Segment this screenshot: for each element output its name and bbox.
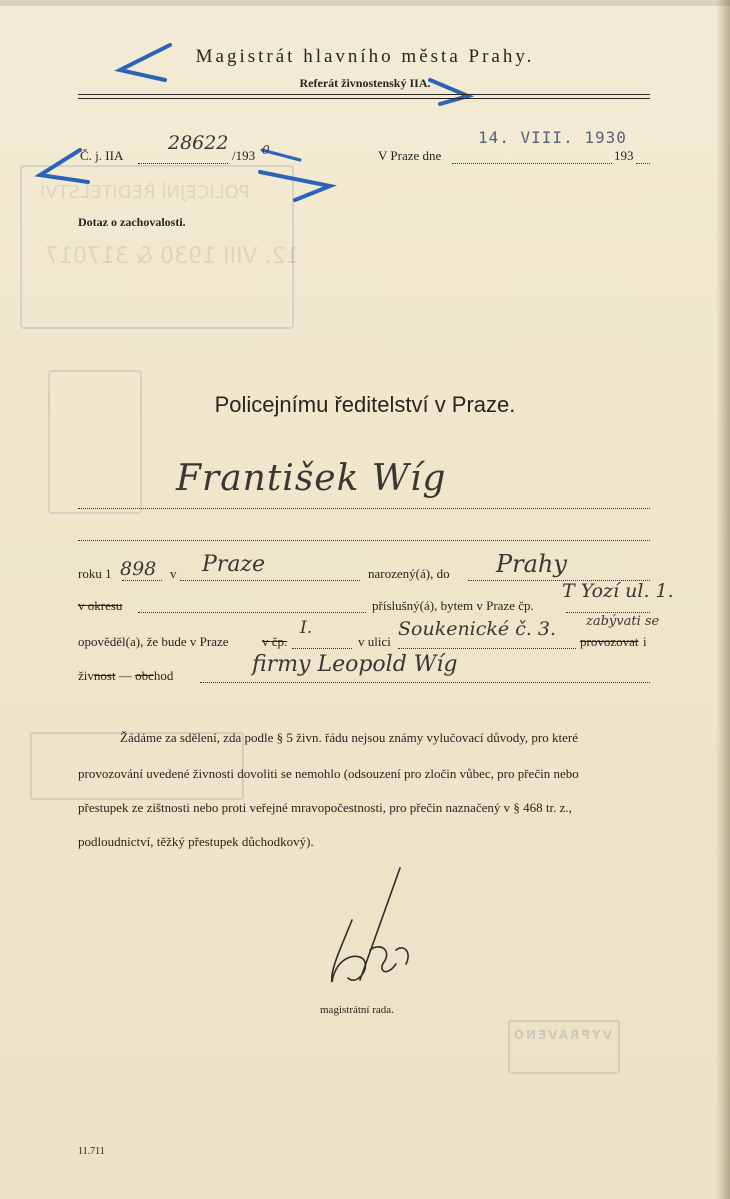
date-year-dots [636,163,650,164]
trade-dots [200,682,650,683]
cp-label-struck: v čp. [262,634,288,649]
date-dotted-line [452,163,612,164]
name-line-1 [78,508,650,509]
street-handwritten: Soukenické č. 3. [398,618,557,640]
residence-dots [566,612,650,613]
birth-year-dots [122,580,162,581]
ghost-text: POLICEJNÍ ŘEDITELSTVÍ [40,182,250,203]
birth-place-handwritten: Praze [202,552,266,577]
body-line-4: podloudnictví, těžký přestupek důchodkový). [78,834,314,849]
year-prefix: /193 [232,148,256,163]
born-label: narozený(á), do [368,566,450,581]
form-number: 11.711 [78,1146,105,1157]
applicant-name-handwritten: František Wíg [176,458,447,499]
provozovati-note-handwritten: zabývati se [586,614,660,629]
trade-ob-struck: obc [135,668,154,683]
residence-label: příslušný(á), bytem v Praze čp. [372,598,534,613]
birth-year-handwritten: 898 [120,558,157,580]
subject-line: Dotaz o zachovalosti. [78,215,186,229]
date-label: V Praze dne [378,148,442,163]
reported-label: opověděl(a), že bude v Praze [78,634,229,649]
body-line-3: přestupek ze zištnosti nebo proti veřejné mravopočestnosti, pro přečin naznačený v § 468 tr. z., [78,800,572,815]
birth-place-dots [180,580,360,581]
trade-dash: — [118,668,132,683]
provozovati-end: i [643,634,647,649]
district-dots [138,612,366,613]
cp-dots [292,648,352,649]
department-heading: Referát živnostenský IIA. [299,76,431,90]
date-stamp: 14. VIII. 1930 [478,128,627,147]
blue-arrow-right-ref [260,172,330,200]
street-dots [398,648,576,649]
birth-year-label: roku 1 [78,566,112,581]
date-year: 193 [614,148,634,163]
faded-stamp-right [508,1020,620,1074]
trade-label [78,668,173,684]
district-label-struck: v okresu [78,598,123,613]
trade-handwritten: firmy Leopold Wíg [252,652,458,677]
name-line-2 [78,540,650,541]
trade-start: živ [78,668,94,683]
stamp-right-text: VYPRAVENO [511,1028,612,1042]
signature-title: magistrátní rada. [320,1004,394,1016]
body-line-2: provozování uvedené živnosti dovoliti se nemohlo (odsouzení pro zločin vůbec, pro přečin nebo [78,766,579,781]
residence-handwritten: T Yozí ul. 1. [562,580,674,602]
in-label: v [170,566,177,581]
ghost-text: 12. VIII 1930 & 317017 [45,244,300,269]
header-rule-top [78,94,650,95]
cj-dotted-line [138,163,228,164]
year-suffix: 0 [262,143,270,157]
provozovati-struck: provozovat [580,634,639,649]
body-line-1: Žádáme za sdělení, zda podle § 5 živn. řádu nejsou známy vylučovací důvody, pro které [120,730,578,745]
addressee-heading: Policejnímu ředitelství v Praze. [214,392,516,417]
header-rule-bottom [78,98,650,99]
born-to-handwritten: Prahy [496,550,567,578]
signature-scribble [300,860,440,1010]
street-label: v ulici [358,634,391,649]
cj-label: Č. j. IIA [80,148,124,163]
office-heading: Magistrát hlavního města Prahy. [195,46,535,67]
trade-struck: nost [93,668,116,683]
trade-end: hod [153,668,174,683]
cp-handwritten: I. [300,618,313,638]
cj-number-handwritten: 28622 [168,132,229,154]
